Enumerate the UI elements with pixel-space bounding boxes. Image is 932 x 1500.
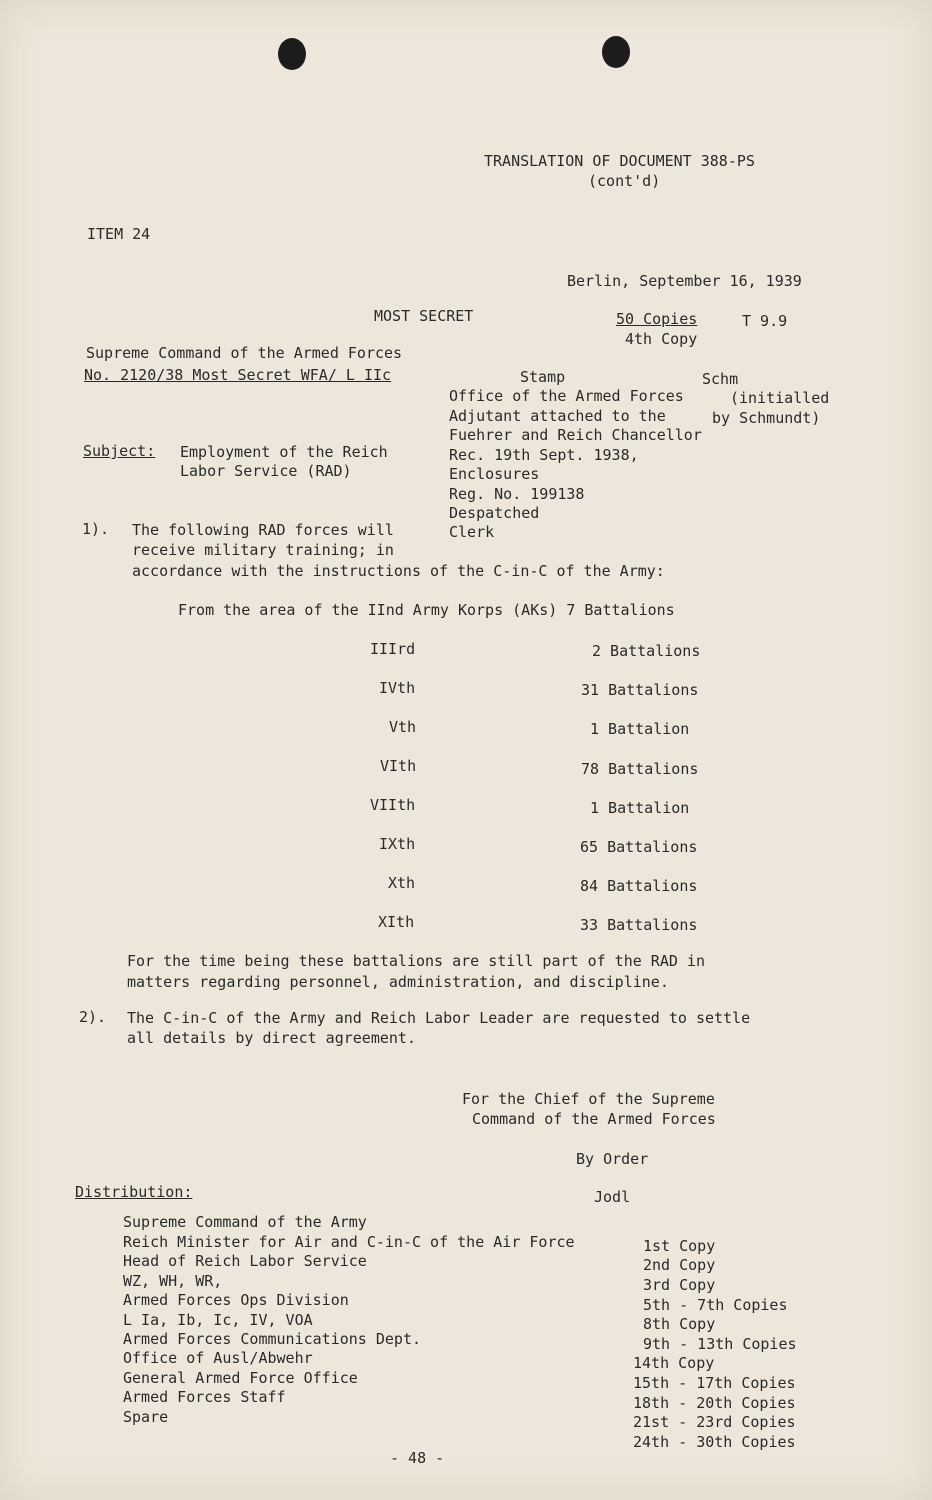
distribution-copy: 14th Copy — [633, 1354, 715, 1372]
battalion-count: 84 Battalions — [580, 877, 698, 895]
subject-line: Employment of the Reich — [180, 443, 388, 461]
stamp-line: Enclosures — [449, 465, 540, 483]
paragraph-line: all details by direct agreement. — [127, 1029, 416, 1047]
distribution-recipient: Office of Ausl/Abwehr — [123, 1349, 313, 1367]
subject-line: Labor Service (RAD) — [180, 462, 352, 480]
paragraph-number: 2). — [79, 1008, 107, 1026]
stamp-line: Fuehrer and Reich Chancellor — [449, 426, 702, 444]
paragraph-line: The following RAD forces will — [132, 521, 394, 539]
distribution-copy: 1st Copy — [643, 1237, 716, 1255]
stamp-line: Despatched — [449, 504, 540, 522]
stamp-line: Adjutant attached to the — [449, 407, 666, 425]
distribution-label: Distribution: — [75, 1183, 193, 1201]
stamp-initial: Schm — [702, 370, 739, 388]
punch-hole-left — [278, 38, 306, 70]
distribution-copy: 18th - 20th Copies — [633, 1394, 796, 1412]
file-reference: T 9.9 — [742, 312, 788, 330]
signatory-name: Jodl — [594, 1188, 631, 1206]
battalion-count: 78 Battalions — [581, 760, 699, 778]
sender-office: Supreme Command of the Armed Forces — [86, 344, 403, 362]
distribution-recipient: Armed Forces Staff — [123, 1388, 286, 1406]
copies-count: 50 Copies — [616, 310, 698, 328]
distribution-copy: 24th - 30th Copies — [633, 1433, 796, 1451]
paragraph-line: matters regarding personnel, administration, and discipline. — [127, 973, 669, 991]
battalion-count: 65 Battalions — [580, 838, 698, 856]
korps-intro: From the area of the IInd Army Korps (AKs) 7 Battalions — [178, 601, 675, 619]
subject-label: Subject: — [83, 442, 156, 460]
distribution-copy: 21st - 23rd Copies — [633, 1413, 796, 1431]
document-title: TRANSLATION OF DOCUMENT 388-PS — [484, 152, 755, 170]
stamp-line: Reg. No. 199138 — [449, 485, 585, 503]
stamp-note: by Schmundt) — [712, 409, 821, 427]
document-continued: (cont'd) — [588, 172, 661, 190]
page-number: - 48 - — [390, 1449, 445, 1467]
signature-line: Command of the Armed Forces — [472, 1110, 716, 1128]
stamp-note: (initialled — [730, 389, 830, 407]
stamp-line: Rec. 19th Sept. 1938, — [449, 446, 639, 464]
distribution-recipient: Supreme Command of the Army — [123, 1213, 367, 1231]
korps-name: VIIth — [370, 796, 416, 814]
korps-name: IIIrd — [370, 640, 416, 658]
battalion-count: 33 Battalions — [580, 916, 698, 934]
korps-name: Xth — [388, 874, 416, 892]
distribution-copy: 3rd Copy — [643, 1276, 716, 1294]
distribution-recipient: Reich Minister for Air and C-in-C of the Air Force — [123, 1233, 575, 1251]
paragraph-number: 1). — [82, 520, 110, 538]
distribution-recipient: Head of Reich Labor Service — [123, 1252, 367, 1270]
distribution-copy: 5th - 7th Copies — [643, 1296, 788, 1314]
distribution-copy: 2nd Copy — [643, 1256, 716, 1274]
korps-name: Vth — [389, 718, 417, 736]
item-number: ITEM 24 — [87, 225, 151, 243]
battalion-count: 1 Battalion — [590, 720, 690, 738]
signature-line: For the Chief of the Supreme — [462, 1090, 715, 1108]
stamp-label: Stamp — [520, 368, 566, 386]
korps-name: VIth — [380, 757, 417, 775]
korps-name: IXth — [379, 835, 416, 853]
distribution-copy: 8th Copy — [643, 1315, 716, 1333]
paragraph-line: accordance with the instructions of the C-in-C of the Army: — [132, 562, 665, 580]
paragraph-line: For the time being these battalions are still part of the RAD in — [127, 952, 705, 970]
distribution-recipient: Armed Forces Ops Division — [123, 1291, 349, 1309]
battalion-count: 1 Battalion — [590, 799, 690, 817]
copy-number: 4th Copy — [625, 330, 698, 348]
sender-reference: No. 2120/38 Most Secret WFA/ L IIc — [84, 366, 392, 384]
korps-name: IVth — [379, 679, 416, 697]
distribution-copy: 15th - 17th Copies — [633, 1374, 796, 1392]
document-date: Berlin, September 16, 1939 — [567, 272, 802, 290]
battalion-count: 31 Battalions — [581, 681, 699, 699]
distribution-copy: 9th - 13th Copies — [643, 1335, 797, 1353]
battalion-count: 2 Battalions — [592, 642, 701, 660]
paragraph-line: The C-in-C of the Army and Reich Labor Leader are requested to settle — [127, 1009, 751, 1027]
distribution-recipient: L Ia, Ib, Ic, IV, VOA — [123, 1311, 313, 1329]
distribution-recipient: Spare — [123, 1408, 169, 1426]
distribution-recipient: General Armed Force Office — [123, 1369, 358, 1387]
korps-name: XIth — [378, 913, 415, 931]
punch-hole-right — [602, 36, 630, 68]
stamp-line: Office of the Armed Forces — [449, 387, 684, 405]
by-order: By Order — [576, 1150, 649, 1168]
paragraph-line: receive military training; in — [132, 541, 394, 559]
distribution-recipient: WZ, WH, WR, — [123, 1272, 223, 1290]
distribution-recipient: Armed Forces Communications Dept. — [123, 1330, 422, 1348]
stamp-line: Clerk — [449, 523, 495, 541]
classification: MOST SECRET — [374, 307, 474, 325]
